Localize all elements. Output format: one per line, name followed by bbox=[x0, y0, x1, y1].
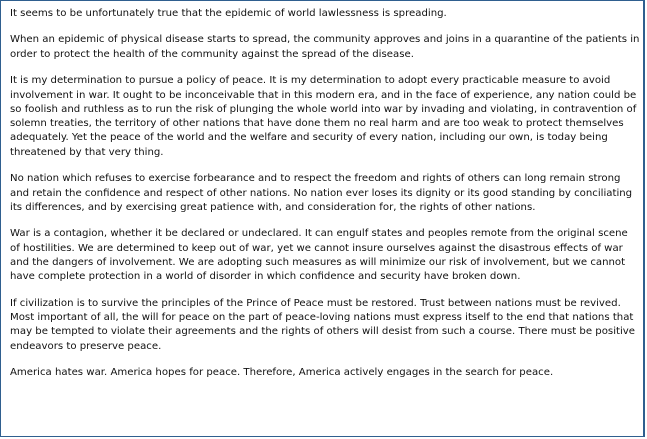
paragraph-2: When an epidemic of physical disease starts to spread, the community approves and joins in a quarantine of the patients in order to protect the health of the community against the spread of the disease. bbox=[10, 34, 640, 60]
paragraph-7: America hates war. America hopes for peace. Therefore, America actively engages in the search for peace. bbox=[10, 367, 554, 379]
paragraph-3: It is my determination to pursue a policy of peace. It is my determination to adopt every practicable measure to avoid involvement in war. It ought to be inconceivable that in this modern era, and in the face of experience, any nation could be so foolish and ruthless as to run the risk of plunging the whole world into war by invading and violating, in contravention of solemn treaties, the territory of other nations that have done them no real harm and are too weak to protect themselves adequately. Yet the peace of the world and the welfare and security of every nation, including our own, is today being threatened by that very thing. bbox=[10, 75, 637, 158]
text-content bbox=[10, 7, 640, 393]
paragraph-1: It seems to be unfortunately true that the epidemic of world lawlessness is spreading. bbox=[10, 8, 447, 19]
paragraph-6: If civilization is to survive the principles of the Prince of Peace must be restored. Trust between nations must be revived. Most important of all, the will for peace on the part of peace-loving nations must express itself to the end that nations that may be tempted to violate their agreements and the rights of others will desist from such a course. There must be positive endeavors to preserve peace. bbox=[10, 297, 636, 352]
paragraph-4: No nation which refuses to exercise forbearance and to respect the freedom and rights of others can long remain strong and retain the confidence and respect of other nations. No nation ever loses its dignity or its good standing by conciliating its differences, and by exercising great patience with, and consideration for, the rights of other nations. bbox=[10, 173, 633, 213]
paragraph-5: War is a contagion, whether it be declared or undeclared. It can engulf states and peoples remote from the original scene of hostilities. We are determined to keep out of war, yet we cannot insure ourselves against the disastrous effects of war and the dangers of involvement. We are adopting such measures as will minimize our risk of involvement, but we cannot have complete protection in a world of disorder in which confidence and security have broken down. bbox=[10, 228, 628, 283]
